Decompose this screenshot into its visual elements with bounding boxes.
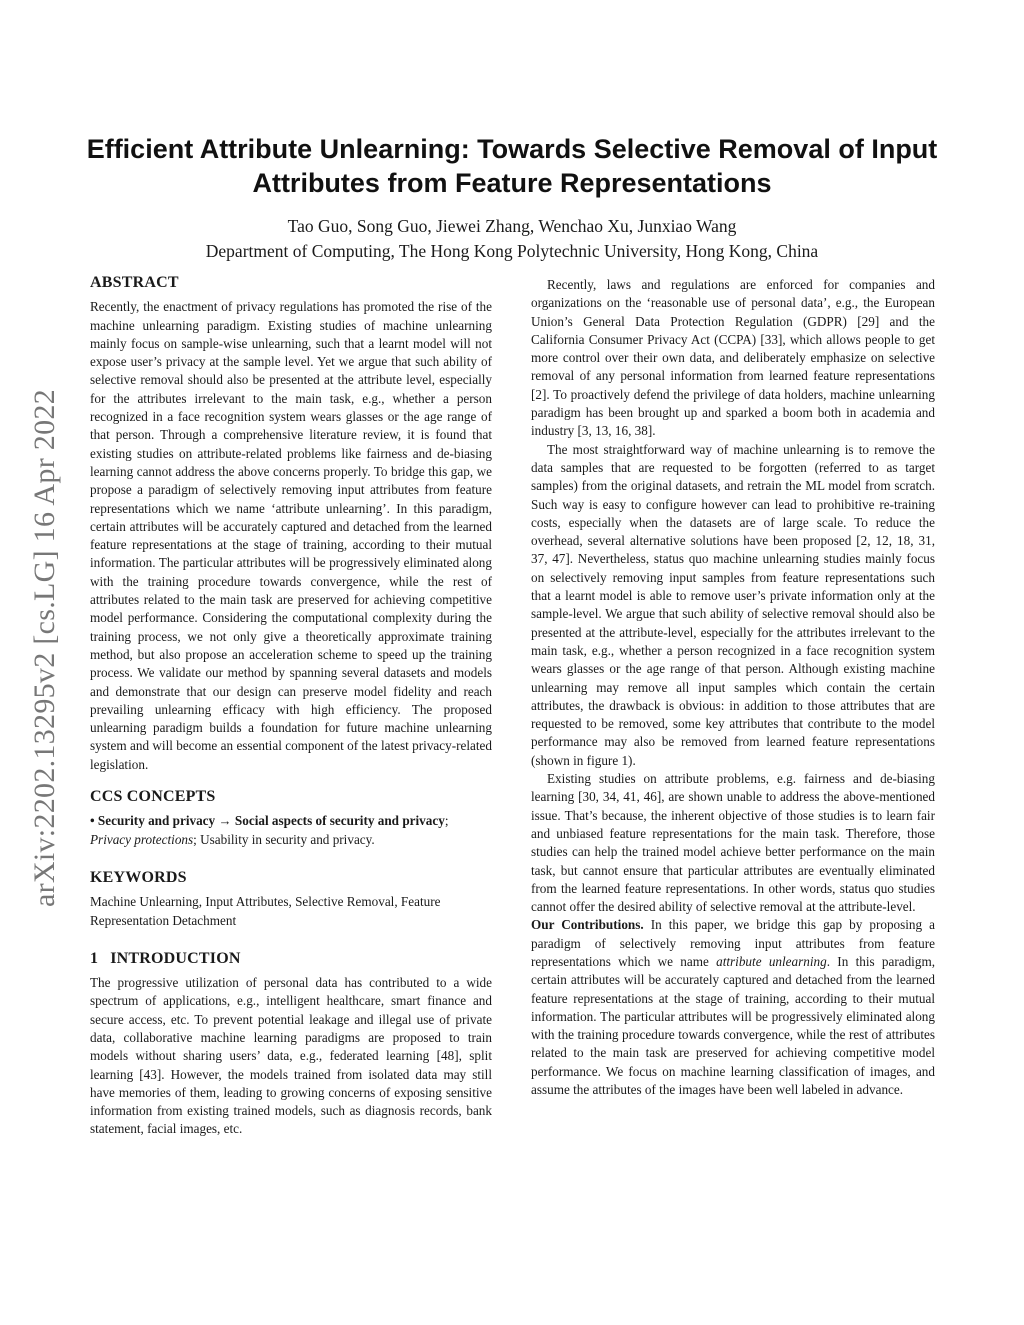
contributions-paragraph — [531, 916, 935, 1099]
right-paragraph-3: Existing studies on attribute problems, e.g. fairness and de-biasing learning [30, 34, 41, 46], are shown unable to address the above-mentioned issue. That’s because, the inherent objective of those studies is to learn fair and unbiased feature representations for the main task. Therefore, those studies can help the trained model achieve better performance on the main task, but cannot ensure that particular attributes are eventually eliminated from the learned feature representations. In other words, status quo studies cannot offer the desired ability of selective removal at the attribute-level. — [531, 771, 935, 915]
introduction-heading — [90, 950, 492, 968]
abstract-section — [90, 274, 492, 774]
ccs-separator: ; — [444, 813, 449, 829]
keywords-heading: KEYWORDS — [90, 868, 187, 886]
abstract-text: Recently, the enactment of privacy regulations has promoted the rise of the machine unlearning paradigm. Existing studies of machine unlearning mainly focus on sample-wise unlearning, such that a learnt model will not expose user’s privacy at the sample level. Yet we argue that such ability of selective removal should also be presented at the attribute level, especially for the attributes irrelevant to the main task, e.g., whether a person recognized in a face recognition system wears glasses or the age range of that person. Through a comprehensive literature review, it is found that existing studies on attribute-related problems like fairness and de-biasing learning cannot address the above concerns properly. To bridge this gap, we propose a paradigm of selectively removing input attributes from feature representations which we name ‘attribute unlearning’. In this paradigm, certain attributes will be accurately captured and detached from the learned feature representations at the stage of training, according to their mutual information. The particular attributes will be progressively eliminated along with the training procedure towards convergence, while the rest of attributes related to the main task are preserved for achieving competitive model performance. Considering the computational complexity during the training process, we not only give a theoretically approximate training method, but also propose an acceleration scheme to speed up the training process. We validate our method by spanning several datasets and models and demonstrate that our design can preserve model fidelity and reach prevailing unlearning efficacy with high efficiency. The proposed unlearning paradigm builds a foundation for future machine unlearning system and will become an essential component of the latest privacy-related legislation. — [90, 299, 492, 772]
ccs-heading: CCS CONCEPTS — [90, 788, 216, 806]
ccs-bullet: • Security and privacy → Social aspects of security and privacy — [90, 813, 445, 829]
author-block — [80, 214, 944, 264]
introduction-section — [90, 950, 492, 1139]
keywords-section — [90, 869, 492, 930]
arxiv-identifier: arXiv:2202.13295v2 [cs.LG] 16 Apr 2022 — [28, 388, 61, 907]
intro-paragraph-1: The progressive utilization of personal data has contributed to a wide spectrum of applications, e.g., intelligent healthcare, smart finance and secure access, etc. To prevent potential leakage and illegal use of private data, collaborative machine learning paradigms are proposed to train models without sharing users’ data, e.g., federated learning [48], split learning [43]. However, the models trained from isolated data may still have memories of them, leading to growing concerns of exposing sensitive information from existing trained models, such as diagnosis records, bank statement, facial images, etc. — [90, 975, 492, 1137]
contributions-label: Our Contributions. — [531, 917, 644, 933]
author-names: Tao Guo, Song Guo, Jiewei Zhang, Wenchao Xu, Junxiao Wang — [287, 216, 737, 236]
abstract-heading: ABSTRACT — [90, 274, 179, 291]
section-number: 1 — [90, 949, 99, 967]
paper-title: Efficient Attribute Unlearning: Towards Selective Removal of Input Attributes from Feature Representations — [86, 134, 938, 198]
ccs-concepts-section — [90, 788, 492, 849]
ccs-sub-rest: ; Usability in security and privacy. — [193, 831, 375, 847]
ccs-text — [90, 812, 492, 849]
right-paragraph-2: The most straightforward way of machine unlearning is to remove the data samples that are requested to be forgotten (referred to as target samples) from the original datasets, and retrain the ML model from scratch. Such way is easy to configure however can lead to prohibitive re-training costs, especially when the datasets are of large scale. To reduce the overhead, several alternative solutions have been proposed [2, 12, 18, 31, 37, 47]. Nevertheless, status quo machine unlearning studies mainly focus on selectively removing input samples from feature representations such that a learnt model is able to remove user’s private information only at the sample-level. We argue that such ability of selective removal should also be presented at the attribute-level, especially for the attributes irrelevant to the main task, e.g., whether a person recognized in a face recognition system wears glasses or the age range of that person. Although existing machine unlearning may remove all input samples which contain the certain attributes, the drawback is obvious: in addition to those attributes that are requested to be removed, some key attributes that contribute to the model performance may also be removed from learned feature representations (shown in figure 1). — [531, 441, 935, 768]
contributions-italic: attribute unlearning — [716, 953, 827, 969]
author-affiliation: Department of Computing, The Hong Kong Polytechnic University, Hong Kong, China — [205, 241, 819, 261]
contributions-text-b: . In this paradigm, certain attributes will be accurately captured and detached from the learned feature representations at the stage of training, according to their mutual information. The particular attributes will be progressively eliminated along with the training procedure towards convergence, while the rest of attributes related to the main task are preserved for achieving competitive model performance. We focus on machine learning classification of images, and assume the attributes of the images have been well labeled in advance. — [531, 953, 935, 1098]
arxiv-sidebar-stamp — [20, 348, 70, 948]
right-column — [531, 276, 935, 1099]
section-title: INTRODUCTION — [110, 949, 241, 967]
right-paragraph-1: Recently, laws and regulations are enforced for companies and organizations on the ‘reasonable use of personal data’, e.g., the European Union’s General Data Protection Regulation (GDPR) [29] and the California Consumer Privacy Act (CCPA) [33], which allows people to get more control over their own data, and deliberately emphasize on selective removal of any personal information from learned feature representations [2]. To proactively defend the privilege of data holders, machine unlearning paradigm has been brought up and sparked a boom both in academia and industry [3, 13, 16, 38]. — [531, 277, 935, 439]
keywords-text: Machine Unlearning, Input Attributes, Selective Removal, Feature Representation Detachment — [90, 894, 441, 928]
left-column — [90, 274, 492, 1139]
ccs-sub-italic: Privacy protections — [90, 831, 194, 847]
contributions-text-a: In this paper, we bridge this gap by proposing a paradigm of selectively removing input attributes from feature representations which we name — [531, 917, 936, 969]
